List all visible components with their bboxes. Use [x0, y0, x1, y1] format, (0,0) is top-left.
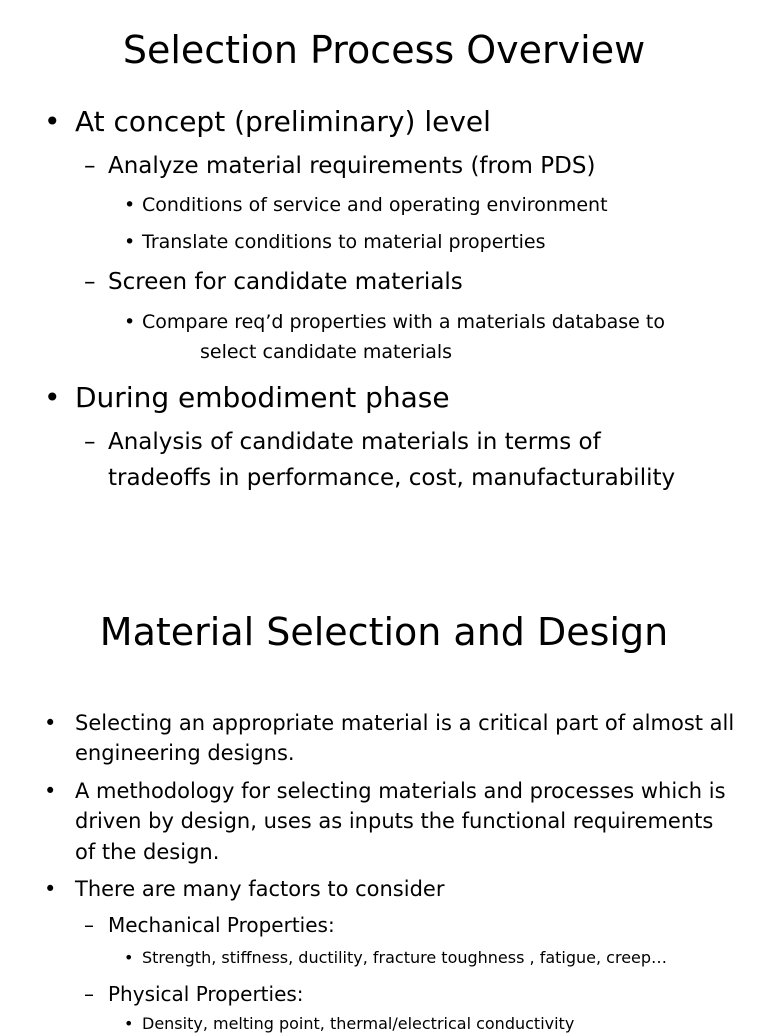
- dash-marker: –: [84, 429, 96, 455]
- bullet-level2: Analysis of candidate materials in terms of: [108, 429, 601, 455]
- bullet-marker: •: [124, 1014, 134, 1033]
- bullet-level3: Compare req’d properties with a materials database to: [142, 311, 665, 333]
- bullet-level3: Strength, stiffness, ductility, fracture toughness , fatigue, creep…: [142, 948, 668, 967]
- bullet-level3: Density, melting point, thermal/electrical conductivity: [142, 1014, 575, 1033]
- slide-title: Selection Process Overview: [122, 28, 646, 72]
- dash-marker: –: [84, 982, 94, 1006]
- dash-marker: –: [84, 913, 94, 937]
- bullet-marker: •: [44, 381, 61, 414]
- bullet-marker: •: [44, 877, 57, 901]
- bullet-marker: •: [124, 948, 134, 967]
- bullet-level2: Physical Properties:: [108, 982, 304, 1006]
- dash-marker: –: [84, 153, 96, 179]
- bullet-marker: •: [44, 711, 57, 735]
- bullet-level1: During embodiment phase: [75, 381, 450, 414]
- dash-marker: –: [84, 269, 96, 295]
- bullet-level2-continuation: tradeoffs in performance, cost, manufacturability: [108, 465, 676, 491]
- bullet-level2: Mechanical Properties:: [108, 913, 335, 937]
- bullet-level1: There are many factors to consider: [75, 877, 445, 901]
- bullet-level3-continuation: select candidate materials: [200, 341, 453, 363]
- bullet-level1-continuation: engineering designs.: [75, 741, 295, 765]
- bullet-level1-continuation: driven by design, uses as inputs the functional requirements: [75, 809, 714, 833]
- bullet-marker: •: [44, 779, 57, 803]
- bullet-marker: •: [124, 311, 136, 333]
- bullet-level1: At concept (preliminary) level: [75, 105, 491, 138]
- bullet-level1: A methodology for selecting materials and processes which is: [75, 779, 726, 803]
- bullet-marker: •: [44, 105, 61, 138]
- bullet-level1: Selecting an appropriate material is a critical part of almost all: [75, 711, 735, 735]
- bullet-level3: Translate conditions to material properties: [142, 231, 546, 253]
- slide-title: Material Selection and Design: [99, 610, 669, 654]
- bullet-level3: Conditions of service and operating environment: [142, 194, 608, 216]
- bullet-level2: Screen for candidate materials: [108, 269, 463, 295]
- bullet-level2: Analyze material requirements (from PDS): [108, 153, 596, 179]
- bullet-marker: •: [124, 194, 136, 216]
- bullet-marker: •: [124, 231, 136, 253]
- bullet-level1-continuation: of the design.: [75, 840, 220, 864]
